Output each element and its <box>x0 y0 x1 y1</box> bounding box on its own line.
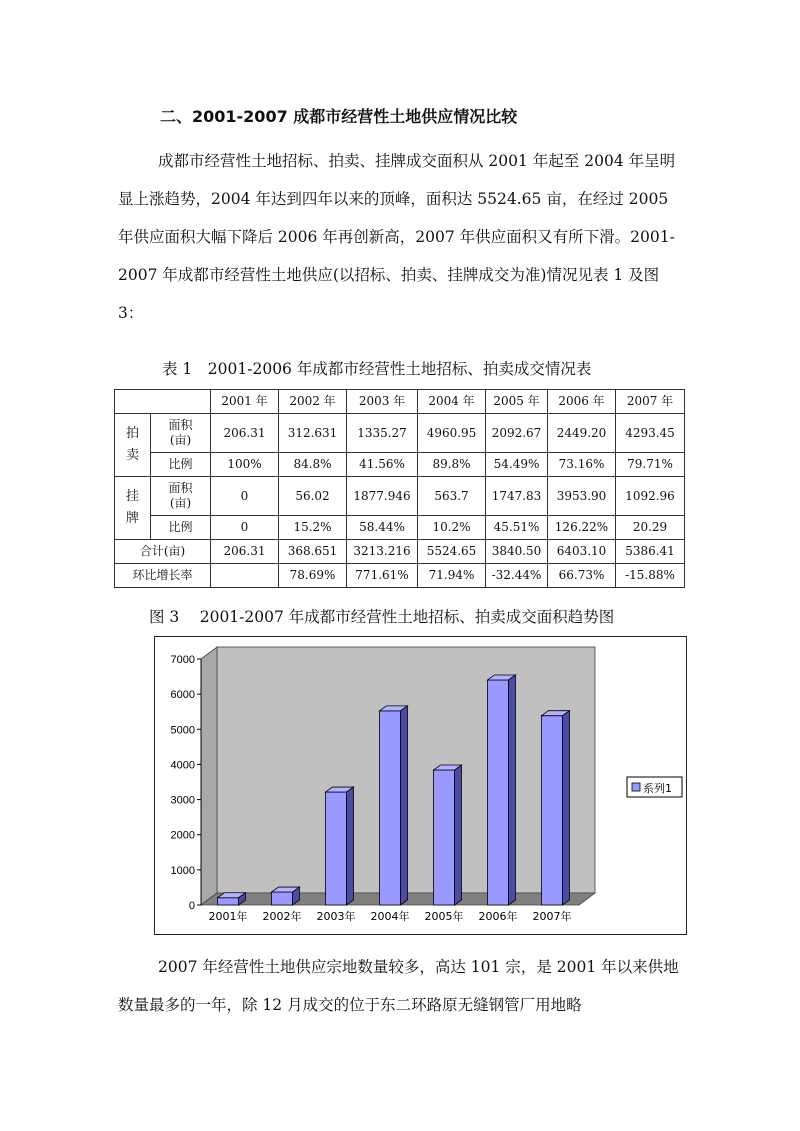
table-row-total <box>115 540 685 564</box>
table-cell: 5524.65 <box>418 540 486 564</box>
table-cell: 89.8% <box>418 453 486 477</box>
bar <box>488 680 509 905</box>
ratio-label: 比例 <box>151 516 211 540</box>
paragraph-supply-trend <box>118 142 684 332</box>
table-cell: 1747.83 <box>486 477 548 516</box>
bar-side <box>347 787 354 905</box>
table-row <box>115 414 685 453</box>
table-cell: 100% <box>211 453 279 477</box>
year-header: 2004 年 <box>418 390 486 414</box>
bar-side <box>509 675 516 905</box>
table-cell: 4960.95 <box>418 414 486 453</box>
bar <box>218 898 239 905</box>
table-cell: 3840.50 <box>486 540 548 564</box>
bar <box>326 792 347 905</box>
total-label: 合计(亩) <box>115 540 211 564</box>
table-cell: 6403.10 <box>548 540 616 564</box>
table-cell: 368.651 <box>279 540 347 564</box>
listing-group-label: 挂 牌 <box>115 477 151 540</box>
table-cell: 206.31 <box>211 540 279 564</box>
table-cell: 1092.96 <box>616 477 685 516</box>
table-cell: 206.31 <box>211 414 279 453</box>
y-tick-label: 7000 <box>170 654 195 666</box>
table-cell: 2092.67 <box>486 414 548 453</box>
section-heading: 二、2001-2007 成都市经营性土地供应情况比较 <box>160 107 518 126</box>
ratio-label: 比例 <box>151 453 211 477</box>
year-header: 2001 年 <box>211 390 279 414</box>
table-header-row <box>115 390 685 414</box>
year-header: 2007 年 <box>616 390 685 414</box>
table-cell: 0 <box>211 516 279 540</box>
bar-side <box>455 765 462 905</box>
year-header: 2006 年 <box>548 390 616 414</box>
bar-side <box>563 711 570 905</box>
chart-svg <box>155 637 686 934</box>
chart-side-wall <box>201 647 217 905</box>
table-cell: 563.7 <box>418 477 486 516</box>
area-label: 面积 (亩) <box>151 414 211 453</box>
table-row <box>115 477 685 516</box>
legend-label: 系列1 <box>643 782 672 795</box>
x-tick-label: 2003年 <box>316 910 356 923</box>
y-tick-label: 5000 <box>170 724 195 737</box>
bar <box>434 770 455 905</box>
y-tick-label: 1000 <box>170 864 195 877</box>
table-caption: 表 1 2001-2006 年成都市经营性土地招标、拍卖成交情况表 <box>162 360 592 378</box>
table-cell: 1877.946 <box>347 477 418 516</box>
table-cell: 58.44% <box>347 516 418 540</box>
x-tick-label: 2002年 <box>262 910 302 923</box>
growth-label: 环比增长率 <box>115 564 211 588</box>
table-cell: -15.88% <box>616 564 685 588</box>
paragraph-text: 2007 年经营性土地供应宗地数量较多，高达 101 宗，是 2001 年以来供地数量最多的一年，除 12 月成交的位于东二环路原无缝钢管厂用地略 <box>118 958 679 1014</box>
paragraph-text: 成都市经营性土地招标、拍卖、挂牌成交面积从 2001 年起至 2004 年呈明显上涨趋势，2004 年达到四年以来的顶峰，面积达 5524.65 亩，在经过 2005 年供应面积大幅下降后 2006 年再创新高，2007 年供应面积又有所下滑。2001-2007 年成都市经营性土地供应(以招标、拍卖、挂牌成交为准)情况见表 1 及图 3： <box>118 152 676 322</box>
table-cell: 45.51% <box>486 516 548 540</box>
table-cell: 312.631 <box>279 414 347 453</box>
corner-cell <box>115 390 211 414</box>
auction-group-label: 拍 卖 <box>115 414 151 477</box>
x-tick-label: 2004年 <box>370 910 410 923</box>
y-tick-label: 3000 <box>170 794 195 807</box>
table-cell: 3213.216 <box>347 540 418 564</box>
table-cell: 2449.20 <box>548 414 616 453</box>
figure-caption: 图 3 2001-2007 年成都市经营性土地招标、拍卖成交面积趋势图 <box>149 608 615 626</box>
table-row <box>115 516 685 540</box>
table-cell: 20.29 <box>616 516 685 540</box>
y-tick-label: 0 <box>188 900 195 912</box>
table-cell: 126.22% <box>548 516 616 540</box>
table-cell: 71.94% <box>418 564 486 588</box>
table-cell: 1335.27 <box>347 414 418 453</box>
table-cell: 78.69% <box>279 564 347 588</box>
table-row <box>115 453 685 477</box>
x-tick-label: 2007年 <box>532 910 572 923</box>
bar <box>380 711 401 905</box>
table-cell: 4293.45 <box>616 414 685 453</box>
area-trend-chart <box>154 636 687 935</box>
year-header: 2002 年 <box>279 390 347 414</box>
table-cell: 15.2% <box>279 516 347 540</box>
land-supply-table <box>114 389 685 588</box>
y-tick-label: 4000 <box>170 759 195 772</box>
table-cell: -32.44% <box>486 564 548 588</box>
table-row-growth <box>115 564 685 588</box>
table-cell: 771.61% <box>347 564 418 588</box>
table-cell: 54.49% <box>486 453 548 477</box>
year-header: 2005 年 <box>486 390 548 414</box>
table-cell: 3953.90 <box>548 477 616 516</box>
x-tick-label: 2005年 <box>424 910 464 923</box>
y-tick-label: 6000 <box>170 689 195 702</box>
table-cell: 56.02 <box>279 477 347 516</box>
table-cell: 66.73% <box>548 564 616 588</box>
table-cell: 5386.41 <box>616 540 685 564</box>
area-label: 面积 (亩) <box>151 477 211 516</box>
legend-swatch <box>632 783 640 791</box>
paragraph-parcel-count <box>118 948 684 1024</box>
table-cell: 84.8% <box>279 453 347 477</box>
year-header: 2003 年 <box>347 390 418 414</box>
table-cell: 41.56% <box>347 453 418 477</box>
bar-side <box>401 706 408 905</box>
table-cell: 79.71% <box>616 453 685 477</box>
x-tick-label: 2006年 <box>478 910 518 923</box>
table-cell: 10.2% <box>418 516 486 540</box>
bar <box>272 892 293 905</box>
table-cell: 73.16% <box>548 453 616 477</box>
x-tick-label: 2001年 <box>208 910 248 923</box>
table-cell <box>211 564 279 588</box>
table-cell: 0 <box>211 477 279 516</box>
bar <box>542 716 563 905</box>
y-tick-label: 2000 <box>170 829 195 842</box>
